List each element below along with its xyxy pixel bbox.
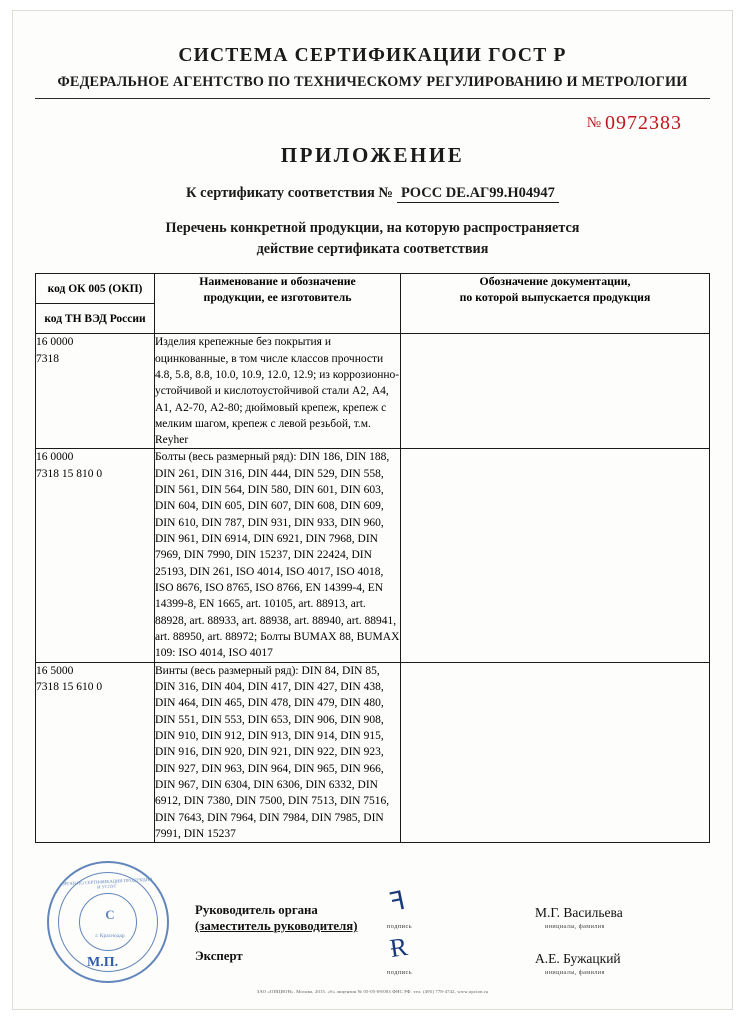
number-value: 0972383 [605, 112, 682, 134]
column-header-tnved: код ТН ВЭД России [44, 313, 146, 326]
certificate-sheet [12, 10, 733, 1010]
initials-label-head: инициалы, фамилия [545, 923, 605, 930]
row-codes [36, 334, 155, 449]
number-symbol: № [586, 115, 602, 131]
row-description: Болты (весь размерный ряд): DIN 186, DIN 188, DIN 261, DIN 316, DIN 444, DIN 529, DIN 558, DIN 561, DIN 564, DIN 580, DIN 601, DIN 603, DIN 604, DIN 605, DIN 607, DIN 608, DIN 609, DIN 610, DIN 787, DIN 931, DIN 933, DIN 960, DIN 961, DIN 6914, DIN 6921, DIN 7968, DIN 7969, DIN 7990, DIN 15237, DIN 22424, DIN 25193, DIN 261, ISO 4014, ISO 4017, ISO 4018, ISO 8676, ISO 8765, ISO 8766, EN 14399-4, EN 14399-8, EN 1665, art. 10105, art. 88913, art. 88928, art. 88933, art. 88938, art. 88940, art. 88941, art. 88950, art. 88972; Болты BUMAX 88, BUMAX 109: ISO 4014, ISO 4017 [155, 449, 401, 662]
column-header-docs-line2: по которой выпускается продукция [459, 290, 651, 305]
table-row [36, 334, 710, 449]
column-header-name-line2: продукции, ее изготовитель [203, 290, 352, 305]
table-row [36, 449, 710, 662]
signature-mark-head: ꟻ [387, 885, 408, 918]
stamp-ring-text: ОРГАН ПО СЕРТИФИКАЦИИ ПРОДУКЦИИ И УСЛУГ [61, 876, 153, 890]
lead-line-2: действие сертификата соответствия [256, 240, 489, 257]
initials-label-expert: инициалы, фамилия [545, 969, 605, 976]
row-tnved: 7318 [36, 352, 59, 365]
certificate-reference [35, 185, 710, 202]
role-expert: Эксперт [195, 949, 243, 963]
stamp-center-letter: С [105, 907, 115, 922]
signer-name-head: М.Г. Васильева [535, 905, 623, 920]
stamp-mp-label: М.П. [87, 955, 119, 970]
row-docs [401, 334, 710, 449]
system-title: СИСТЕМА СЕРТИФИКАЦИИ ГОСТ Р [178, 45, 567, 66]
row-description: Изделия крепежные без покрытия и оцинкованные, в том числе классов прочности 4.8, 5.8, 8.8, 10.0, 10.9, 12.0, 12.9; из коррозионно-устойчивой и кислотоустойчивой стали А2, А4, А1, А2-70, А2-80; дюймовый крепеж, крепеж с мелким шагом, крепеж с левой резьбой, т.м. Reyher [155, 334, 401, 449]
table-header-row [36, 274, 710, 334]
signature-label-expert: подпись [387, 969, 413, 976]
column-header-docs-line1: Обозначение документации, [479, 274, 631, 289]
column-header-name [155, 274, 401, 334]
row-okp: 16 5000 [36, 664, 74, 677]
printer-note: ЗАО «ОПЦИОН». Москва, 2015. «б» лицензия № 05-05-09/003 ФНС РФ. тел. (495) 778-4742, www.opcion.ru [256, 989, 489, 994]
row-docs [401, 449, 710, 662]
row-okp: 16 0000 [36, 336, 74, 349]
content-area [35, 29, 710, 843]
table-row [36, 662, 710, 843]
agency-subtitle: ФЕДЕРАЛЬНОЕ АГЕНТСТВО ПО ТЕХНИЧЕСКОМУ РЕГУЛИРОВАНИЮ И МЕТРОЛОГИИ [57, 74, 688, 90]
column-header-codes [36, 274, 155, 334]
column-header-docs [401, 274, 710, 334]
row-okp: 16 0000 [36, 451, 74, 464]
role-head-line2: (заместитель руководителя) [195, 918, 358, 933]
column-header-okp: код ОК 005 (ОКП) [36, 274, 154, 304]
row-tnved: 7318 15 610 0 [36, 681, 103, 694]
page-title: ПРИЛОЖЕНИЕ [280, 143, 465, 167]
table-head [36, 274, 710, 334]
signer-name-expert: А.Е. Бужацкий [535, 951, 621, 966]
signature-label-head: подпись [387, 923, 413, 930]
signature-area [35, 871, 710, 994]
row-codes [36, 662, 155, 843]
products-table [35, 273, 710, 843]
row-codes [36, 449, 155, 662]
stamp-city: г. Краснодар [95, 933, 125, 939]
header-divider [35, 98, 710, 99]
role-head-of-body [195, 903, 357, 935]
lead-line-1: Перечень конкретной продукции, на которую распространяется [165, 220, 580, 236]
row-docs [401, 662, 710, 843]
lead-text [35, 218, 710, 259]
signature-mark-expert: Ɍ [387, 931, 410, 964]
certificate-label: К сертификату соответствия № [186, 185, 394, 201]
table-body [36, 334, 710, 843]
document-number [35, 112, 710, 135]
column-header-name-line1: Наименование и обозначение [199, 274, 356, 289]
role-head-line1: Руководитель органа [195, 903, 318, 917]
certificate-number: РОСС DE.АГ99.Н04947 [397, 185, 559, 203]
row-tnved: 7318 15 810 0 [36, 468, 103, 481]
row-description: Винты (весь размерный ряд): DIN 84, DIN 85, DIN 316, DIN 404, DIN 417, DIN 427, DIN 438, DIN 464, DIN 465, DIN 478, DIN 479, DIN 480, DIN 551, DIN 553, DIN 653, DIN 906, DIN 908, DIN 910, DIN 912, DIN 913, DIN 914, DIN 915, DIN 916, DIN 920, DIN 921, DIN 922, DIN 923, DIN 927, DIN 963, DIN 964, DIN 965, DIN 966, DIN 967, DIN 6304, DIN 6306, DIN 6332, DIN 6912, DIN 7380, DIN 7500, DIN 7513, DIN 7516, DIN 7643, DIN 7964, DIN 7984, DIN 7985, DIN 7991, DIN 15237 [155, 662, 401, 843]
